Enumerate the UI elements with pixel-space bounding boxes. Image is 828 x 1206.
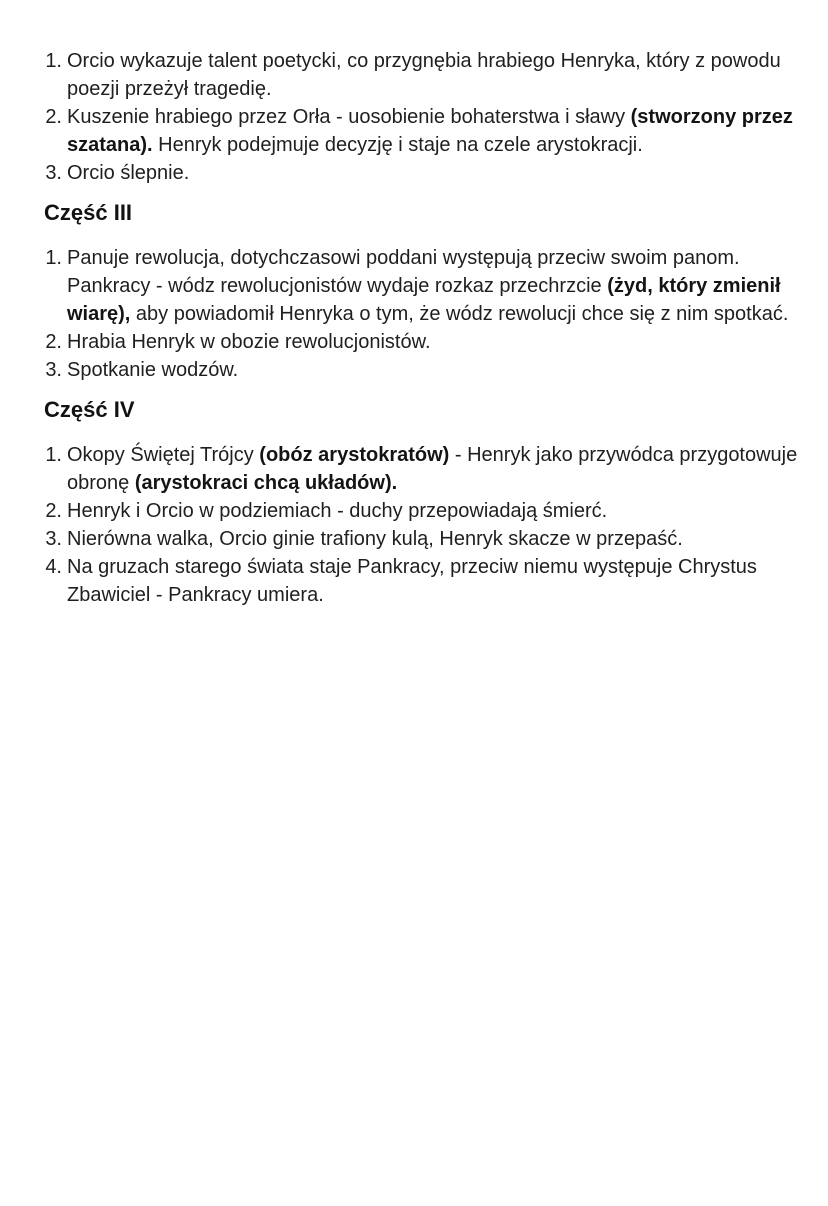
ordered-list — [44, 441, 800, 609]
list-item — [44, 159, 800, 187]
text-run: Panuje rewolucja, dotychczasowi poddani występują przeciw swoim panom. Pankracy - wódz rewolucjonistów wydaje rozkaz przechrzcie — [67, 247, 740, 297]
item-number: 3. — [45, 162, 62, 184]
item-number: 2. — [45, 500, 62, 522]
list-item — [44, 525, 800, 553]
item-text — [67, 244, 800, 328]
list-item — [44, 497, 800, 525]
item-text — [67, 159, 800, 187]
section — [44, 396, 800, 609]
item-text — [67, 47, 800, 103]
text-run: Orcio ślepnie. — [67, 162, 190, 184]
item-number: 2. — [45, 106, 62, 128]
item-number: 1. — [45, 50, 62, 72]
text-run-bold: (żyd, który zmienił wiarę), — [67, 275, 781, 325]
ordered-list — [44, 244, 800, 384]
text-run: aby powiadomił Henryka o tym, że wódz rewolucji chce się z nim spotkać. — [130, 303, 789, 325]
list-item — [44, 356, 800, 384]
item-number: 1. — [45, 444, 62, 466]
text-run-bold: (arystokraci chcą układów). — [134, 472, 398, 494]
text-run: Henryk i Orcio w podziemiach - duchy przepowiadają śmierć. — [67, 500, 608, 522]
section-heading: Część IV — [44, 397, 135, 422]
list-item — [44, 441, 800, 497]
section — [44, 47, 800, 187]
text-run: Henryk podejmuje decyzję i staje na czele arystokracji. — [152, 134, 643, 156]
item-text — [67, 553, 800, 609]
item-number: 3. — [45, 528, 62, 550]
item-text — [67, 356, 800, 384]
item-number: 2. — [45, 331, 62, 353]
list-item — [44, 553, 800, 609]
text-run: Spotkanie wodzów. — [67, 359, 239, 381]
text-run: Hrabia Henryk w obozie rewolucjonistów. — [67, 331, 431, 353]
item-number: 3. — [45, 359, 62, 381]
list-item — [44, 103, 800, 159]
sections-container — [44, 47, 800, 609]
text-run: Nierówna walka, Orcio ginie trafiony kulą, Henryk skacze w przepaść. — [67, 528, 683, 550]
section — [44, 199, 800, 384]
text-run: - Henryk jako przywódca przygotowuje obronę — [67, 444, 798, 494]
item-text — [67, 328, 800, 356]
text-run-bold: (obóz arystokratów) — [259, 444, 450, 466]
item-number: 1. — [45, 247, 62, 269]
item-text — [67, 441, 800, 497]
text-run: Okopy Świętej Trójcy — [67, 444, 260, 466]
list-item — [44, 47, 800, 103]
item-text — [67, 525, 800, 553]
list-item — [44, 244, 800, 328]
text-run: Orcio wykazuje talent poetycki, co przygnębia hrabiego Henryka, który z powodu poezji przeżył tragedię. — [67, 50, 781, 100]
text-run: Na gruzach starego świata staje Pankracy, przeciw niemu występuje Chrystus Zbawiciel - Pankracy umiera. — [67, 556, 757, 606]
item-text — [67, 497, 800, 525]
item-number: 4. — [45, 556, 62, 578]
text-run: Kuszenie hrabiego przez Orła - uosobienie bohaterstwa i sławy — [67, 106, 631, 128]
section-heading: Część III — [44, 200, 133, 225]
text-run-bold: (stworzony przez szatana). — [67, 106, 793, 156]
list-item — [44, 328, 800, 356]
item-text — [67, 103, 800, 159]
ordered-list — [44, 47, 800, 187]
